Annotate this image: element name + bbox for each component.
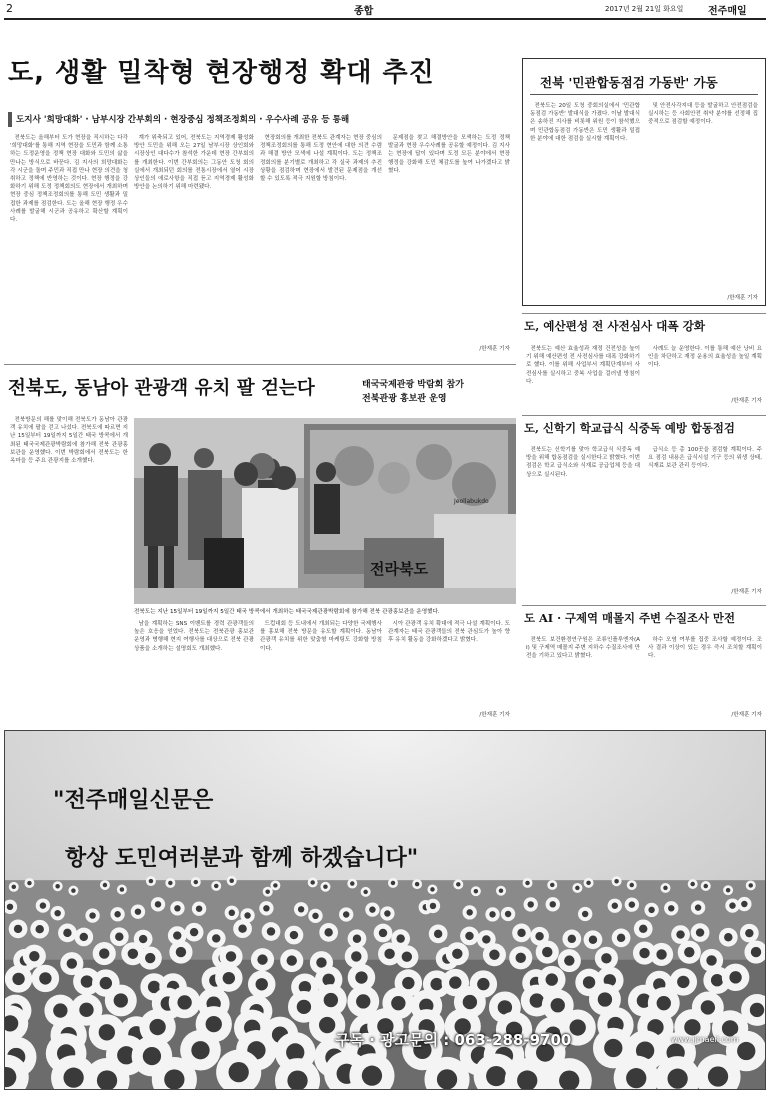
photo-banner: Jeollabukdo	[454, 498, 489, 505]
right-box-title-rule	[530, 94, 758, 95]
main-subhead: 도지사 '희망대화' · 남부시장 간부회의 · 현장중심 정책조정회의 · 우수사례 공유 등 통해	[16, 115, 350, 125]
school-top-rule	[522, 415, 766, 416]
issue-date: 2017년 2월 21일 화요일	[605, 5, 684, 13]
tourism-col2: 남을 계획하는 SNS 이벤트를 경력 관광객들의 높은 호응을 얻었다. 전북도는 전북관광 홍보관 운영과 병행해 현지 여행사를 대상으로 전북 관광상품을 소개하는 설명회도 개최했다.	[134, 621, 254, 652]
ad-contact: 구독 · 광고문의 : 063-288-9700	[335, 1031, 572, 1049]
tourism-photo	[134, 418, 516, 604]
booth-scene	[134, 418, 516, 604]
tourism-col1: 전북방문의 해를 맞이해 전북도가 동남아 관광객 유치에 팔을 걷고 나섰다. 전북도에 따르면 지난 15일부터 19일까지 5일간 태국 방콕에서 개최된 태국국제관광박람회에 참가해 전북 관광홍보관을 운영했다. 이번 박람회에서 전북도는 한옥마을 등 주요 관광지를 소개했다.	[10, 417, 128, 465]
budget-col1: 전북도는 예산 효율성과 재정 건전성을 높이기 위해 예산편성 전 사전심사를 대폭 강화하기로 했다. 이를 위해 사업부서 계획단계부터 사전심사를 실시하고 중복 사업을 걸러낼 방침이다.	[526, 346, 640, 385]
tourism-col3: 드컵대회 등 도내에서 개최되는 다양한 국제행사를 홍보해 전북 방문을 유도할 계획이다. 동남아 관광객 유치를 위한 맞춤형 마케팅도 강화할 방침이다.	[260, 621, 382, 652]
right-box-col2: 및 안전사각지대 등을 발굴하고 안전점검을 실시하는 등 사회안전 취약 분야를 선정해 집중적으로 점검할 예정이다.	[648, 103, 758, 126]
right-box-col1: 전북도는 20일 도청 중회의실에서 '민관합동점검 가동반' 발대식을 가졌다. 이날 발대식은 송하진 지사를 비롯해 위원 등이 참석했으며 민관합동점검 가동반은 도민 생활과 밀접한 분야에 대한 점검을 실시할 계획이다.	[530, 103, 640, 142]
paper-name: 전주매일	[708, 6, 747, 17]
right-box-byline: /한재훈 기자	[727, 295, 758, 301]
tourism-top-rule	[4, 364, 516, 365]
budget-col2: 사례도 늘 운영한다. 이를 통해 예산 낭비 요인을 차단하고 재정 운용의 효율성을 높일 계획이다.	[648, 346, 762, 369]
tourism-byline: /한재훈 기자	[479, 712, 510, 718]
school-col1: 전북도는 신학기를 맞아 학교급식 식중독 예방을 위해 합동점검을 실시한다고 밝혔다. 이번 점검은 학교 급식소와 식재료 공급업체 등을 대상으로 실시된다.	[526, 447, 640, 478]
tourism-col4: 시아 관광객 유치 확대에 적극 나설 계획이다. 도 관계자는 태국 관광객들의 전북 관심도가 높아 향후 유치 활동을 강화하겠다고 밝혔다.	[388, 621, 510, 644]
main-article-col4: 문제점을 찾고 해결방안을 모색하는 도정 정책 발굴과 현장 우수사례를 공유할 예정이다. 김 지사는 현장에 답이 있다며 도정 모든 분야에서 현장 행정을 강화해 도민 체감도를 높여 나가겠다고 밝혔다.	[388, 135, 510, 174]
tourism-side-line2: 전북관광 홍보관 운영	[362, 394, 447, 404]
ai-top-rule	[522, 605, 766, 606]
school-title: 도, 신학기 학교급식 식중독 예방 합동점검	[524, 421, 735, 435]
budget-byline: /한재훈 기자	[731, 398, 762, 404]
section-label: 종합	[354, 6, 374, 17]
budget-top-rule	[522, 313, 766, 314]
ad-url: www.jjmaeil.com	[671, 1035, 739, 1044]
tourism-side-line1: 태국국제관광 박람회 참가	[362, 380, 464, 390]
school-byline: /한재훈 기자	[731, 589, 762, 595]
main-article-col1: 전북도는 올해부터 도가 현장을 직시하는 다각 '희망대화'를 통해 지역 현장을 도민과 함께 소통하는 도정운영을 정책 현장 대화와 도민의 삶을 만나는 방식으로 바꾼다. 김 지사의 희망대화는 각 시군을 돌며 주민과 직접 만나 현장 의견을 청취하고 정책에 반영하는 것이다. 현장 행정을 강화하기 위해 도정 정책회의도 현장에서 개최하며 현장 중심 정책조정회의를 통해 도민 생활과 밀접한 과제를 점검한다. 도는 올해 현장 행정 우수사례를 발굴해 시군과 공유하고 확산할 계획이다.	[10, 135, 128, 224]
ad-line2: 항상 도민여러분과 함께 하겠습니다"	[65, 845, 419, 871]
main-article-col2: 계가 위축되고 있어, 전북도는 지역경제 활성화 방안 도민을 위해 오는 27일 남부시장 상인회와 시장상인 대다수가 참석한 가운데 현장 간부회의를 개최한다. 이번 간부회의는 그동안 도청 회의실에서 개최되던 회의를 전통시장에서 열어 시장 상인들의 애로사항을 직접 듣고 지역경제 활성화 방안을 논의하기 위해 마련됐다.	[134, 135, 254, 191]
ad-line1: "전주매일신문은	[53, 787, 214, 813]
ad-banner	[4, 730, 766, 1090]
main-subhead-rule	[8, 112, 12, 127]
right-box-title: 전북 '민관합동점검 가동반' 가동	[540, 75, 718, 90]
school-col2: 급식소 등 총 100곳을 점검할 계획이다. 주요 점검 내용은 급식시설 기구 등의 위생 상태, 식재료 보관 관리 등이다.	[648, 447, 762, 470]
page-number: 2	[6, 2, 13, 15]
tourism-headline: 전북도, 동남아 관광객 유치 팔 걷는다	[8, 378, 315, 399]
budget-title: 도, 예산편성 전 사전심사 대폭 강화	[524, 319, 706, 333]
header-rule	[4, 18, 766, 20]
ai-title: 도 AI · 구제역 매몰지 주변 수질조사 만전	[524, 611, 735, 625]
main-headline: 도, 생활 밀착형 현장행정 확대 추진	[8, 58, 435, 88]
main-article-col3: 현장회의를 개최한 전북도 관계자는 현장 중심의 정책조정회의를 통해 도정 현안에 대한 의견 수렴과 해결 방안 모색에 나설 계획이다. 도는 정책조정회의를 분기별로 개최하고 각 실국 과제의 추진 상황을 점검하며 현장에서 발견된 문제점을 개선할 수 있도록 적극 지원할 방침이다.	[260, 135, 382, 183]
photo-sign: 전라북도	[370, 560, 428, 578]
ai-col1: 전북도 보건환경연구원은 조류인플루엔자(AI) 및 구제역 매몰지 주변 지하수 수질조사에 만전을 기하고 있다고 밝혔다.	[526, 637, 640, 660]
ai-byline: /한재훈 기자	[731, 712, 762, 718]
ai-col2: 하수 오염 여부를 집중 조사할 예정이다. 조사 결과 이상이 있는 경우 즉시 조치할 계획이다.	[648, 637, 762, 660]
main-article-byline: /한재훈 기자	[479, 346, 510, 352]
tourism-photo-caption: 전북도는 지난 15일부터 19일까지 5일간 태국 방콕에서 개최하는 태국국제관광박람회에 참가해 전북 관광홍보관을 운영했다.	[134, 609, 440, 615]
